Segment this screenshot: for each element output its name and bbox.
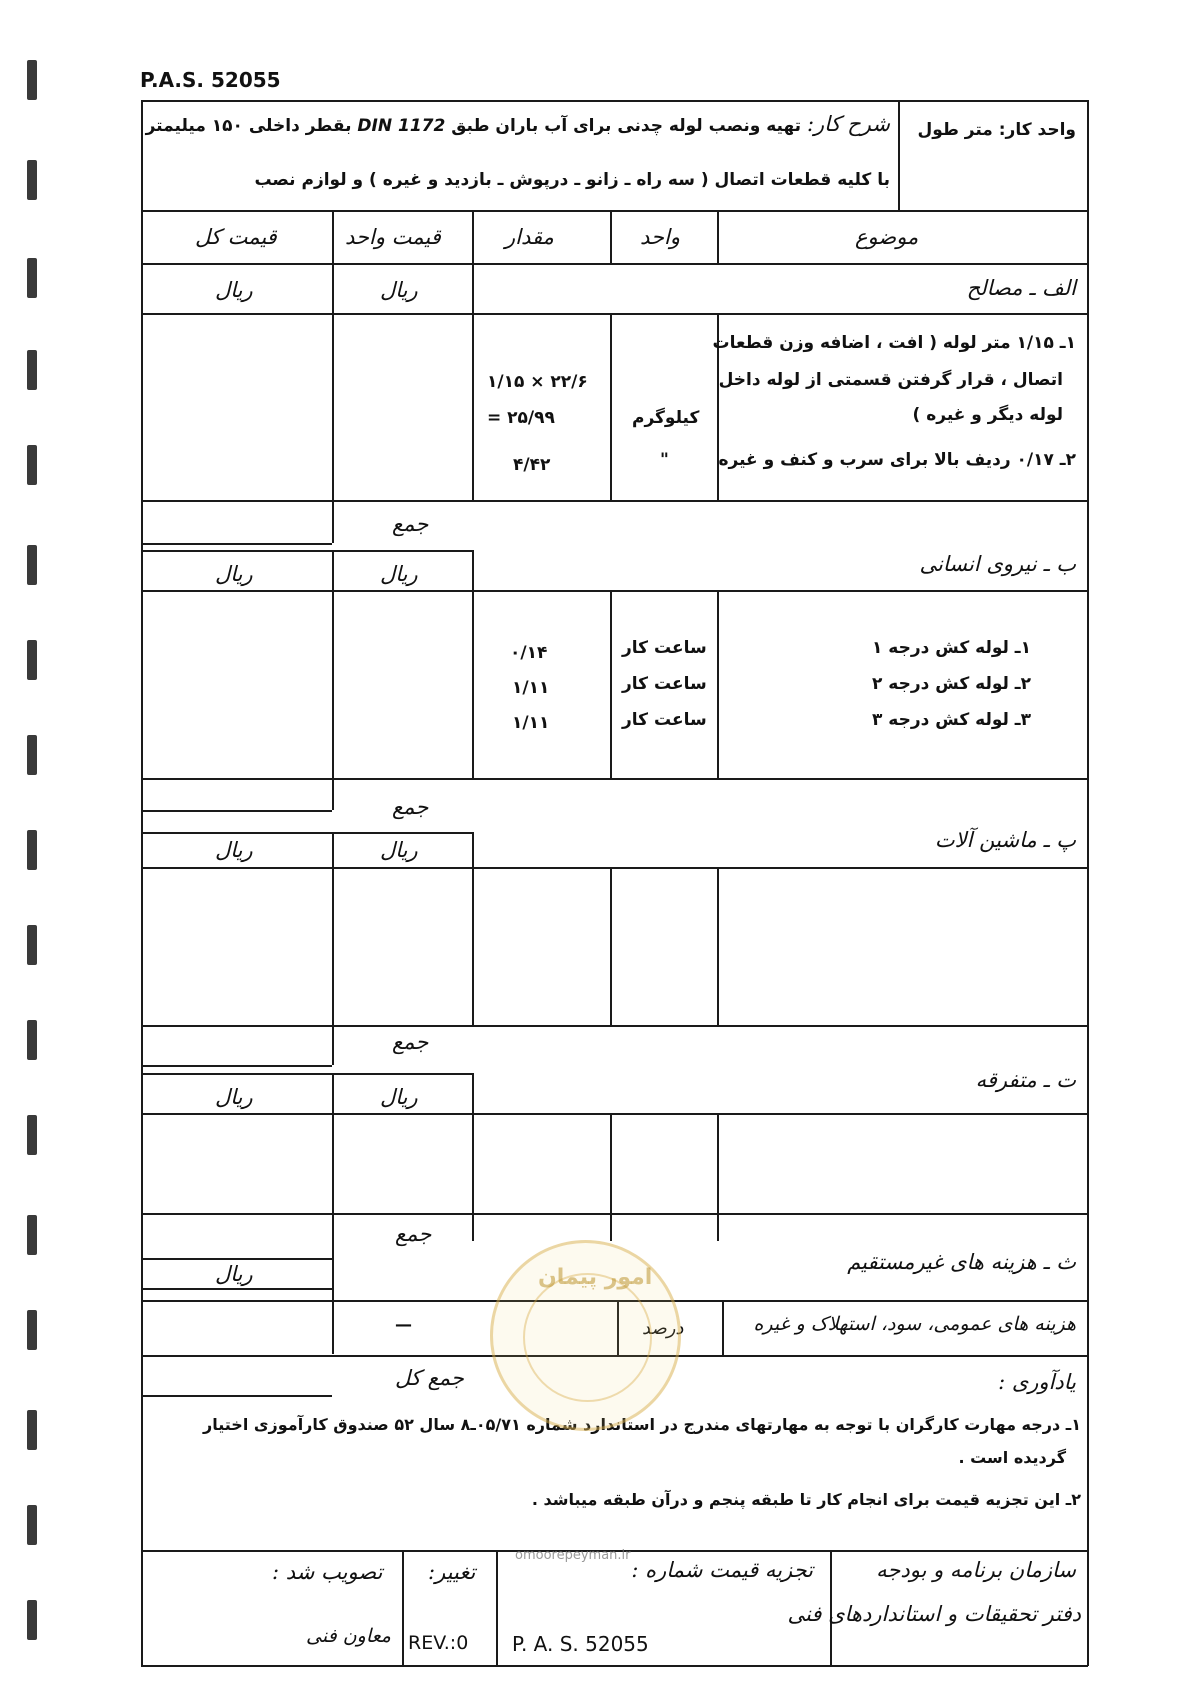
section-indirect-title: ث ـ هزینه های غیرمستقیم <box>847 1250 1076 1274</box>
binder-mark <box>27 545 37 585</box>
section-machinery-title: پ ـ ماشین آلات <box>934 828 1076 852</box>
currency-label: ریال <box>215 278 253 302</box>
materials-qty-result: = ۲۵/۹۹ <box>487 408 555 428</box>
currency-label: ریال <box>380 562 418 586</box>
materials-qty-2: ۴/۴۲ <box>513 455 551 475</box>
revision: REV.:0 <box>408 1632 469 1654</box>
binder-mark <box>27 60 37 100</box>
section-labor-title: ب ـ نیروی انسانی <box>919 552 1076 576</box>
doc-code-top: P.A.S. 52055 <box>140 68 281 92</box>
materials-item2: ۲ـ ۰/۱۷ ردیف بالا برای سرب و کنف و غیره <box>718 450 1076 470</box>
section-materials-title: الف ـ مصالح <box>966 276 1076 300</box>
col-unit: واحد <box>640 225 680 249</box>
materials-unit1: کیلوگرم <box>632 408 700 428</box>
materials-item1-line3: لوله دیگر و غیره ) <box>912 405 1063 425</box>
currency-label: ریال <box>215 838 253 862</box>
labor-sum-label: جمع <box>392 795 429 819</box>
analysis-number-label: تجزیه قیمت شماره : <box>631 1558 813 1582</box>
note-1-line2: گردیده است . <box>958 1448 1066 1467</box>
binder-mark <box>27 925 37 965</box>
currency-label: ریال <box>215 562 253 586</box>
org-name: سازمان برنامه و بودجه <box>876 1558 1076 1582</box>
unit-label: واحد کار: متر طول <box>917 120 1076 140</box>
binder-mark <box>27 160 37 200</box>
binder-mark <box>27 1410 37 1450</box>
binder-mark <box>27 1020 37 1060</box>
binder-mark <box>27 1215 37 1255</box>
approver: معاون فنی <box>306 1625 391 1647</box>
binder-mark <box>27 350 37 390</box>
materials-sum-label: جمع <box>392 512 429 536</box>
binder-mark <box>27 640 37 680</box>
watermark-stamp: امور پیمان <box>490 1240 681 1431</box>
col-quantity: مقدار <box>505 225 554 249</box>
machinery-sum-label: جمع <box>392 1030 429 1054</box>
header-divider <box>898 100 900 210</box>
labor-row-desc: ۲ـ لوله کش درجه ۲ <box>872 674 1031 694</box>
binder-mark <box>27 1505 37 1545</box>
col-subject: موضوع <box>855 225 919 249</box>
work-description-line2: با کلیه قطعات اتصال ( سه راه ـ زانو ـ درپوش ـ بازدید و غیره ) و لوازم نصب <box>254 170 890 190</box>
col-unit-price: قیمت واحد <box>345 225 441 249</box>
indirect-costs-desc: هزینه های عمومی، سود، استهلاک و غیره <box>753 1313 1076 1335</box>
grand-total-label: جمع کل <box>395 1366 464 1390</box>
notes-title: یادآوری : <box>998 1370 1076 1394</box>
note-2: ۲ـ این تجزیه قیمت برای انجام کار تا طبقه پنجم و درآن طبقه میباشد . <box>531 1490 1081 1509</box>
col-total-price: قیمت کل <box>195 225 277 249</box>
materials-item1: ۱ـ ۱/۱۵ متر لوله ( افت ، اضافه وزن قطعات <box>712 333 1076 353</box>
labor-row-unit: ساعت کار <box>622 638 707 658</box>
currency-label: ریال <box>215 1262 253 1286</box>
org-dept: دفتر تحقیقات و استانداردهای فنی <box>787 1602 1081 1626</box>
approved-label: تصویب شد : <box>272 1560 383 1584</box>
note-1: ۱ـ درجه مهارت کارگران با توجه به مهارتهای مندرج در استاندارد شماره ۰۵/۷۱ـ۸ سال ۵۲ صندوق کارآموزی اختیار <box>203 1415 1081 1434</box>
misc-sum-label: جمع <box>395 1222 432 1246</box>
currency-label: ریال <box>215 1085 253 1109</box>
binder-mark <box>27 1310 37 1350</box>
currency-label: ریال <box>380 838 418 862</box>
materials-qty-calc: ۱/۱۵ × ۲۲/۶ <box>487 372 588 392</box>
labor-row-desc: ۳ـ لوله کش درجه ۳ <box>872 710 1031 730</box>
section-misc-title: ت ـ متفرقه <box>975 1068 1076 1092</box>
labor-row-qty: ۱/۱۱ <box>512 713 550 733</box>
materials-item1-line2: اتصال ، قرار گرفتن قسمتی از لوله داخل <box>718 370 1063 390</box>
indirect-unit-price: — <box>395 1315 412 1335</box>
labor-row-qty: ۰/۱۴ <box>510 643 548 663</box>
work-description: شرح کار: تهیه ونصب لوله چدنی برای آب باران طبق DIN 1172 بقطر داخلی ۱۵۰ میلیمتر <box>145 112 890 136</box>
labor-row-desc: ۱ـ لوله کش درجه ۱ <box>872 638 1031 658</box>
indirect-unit: درصد <box>642 1318 684 1339</box>
currency-label: ریال <box>380 278 418 302</box>
binder-mark <box>27 1600 37 1640</box>
binder-mark <box>27 258 37 298</box>
labor-row-qty: ۱/۱۱ <box>512 678 550 698</box>
binder-mark <box>27 445 37 485</box>
analysis-number-value: P. A. S. 52055 <box>512 1632 649 1656</box>
watermark-text: omoorepeyman.ir <box>515 1548 631 1563</box>
materials-unit2: " <box>660 450 669 470</box>
labor-row-unit: ساعت کار <box>622 674 707 694</box>
change-label: تغییر: <box>428 1560 476 1584</box>
labor-row-unit: ساعت کار <box>622 710 707 730</box>
binder-mark <box>27 830 37 870</box>
binder-mark <box>27 735 37 775</box>
currency-label: ریال <box>380 1085 418 1109</box>
binder-mark <box>27 1115 37 1155</box>
